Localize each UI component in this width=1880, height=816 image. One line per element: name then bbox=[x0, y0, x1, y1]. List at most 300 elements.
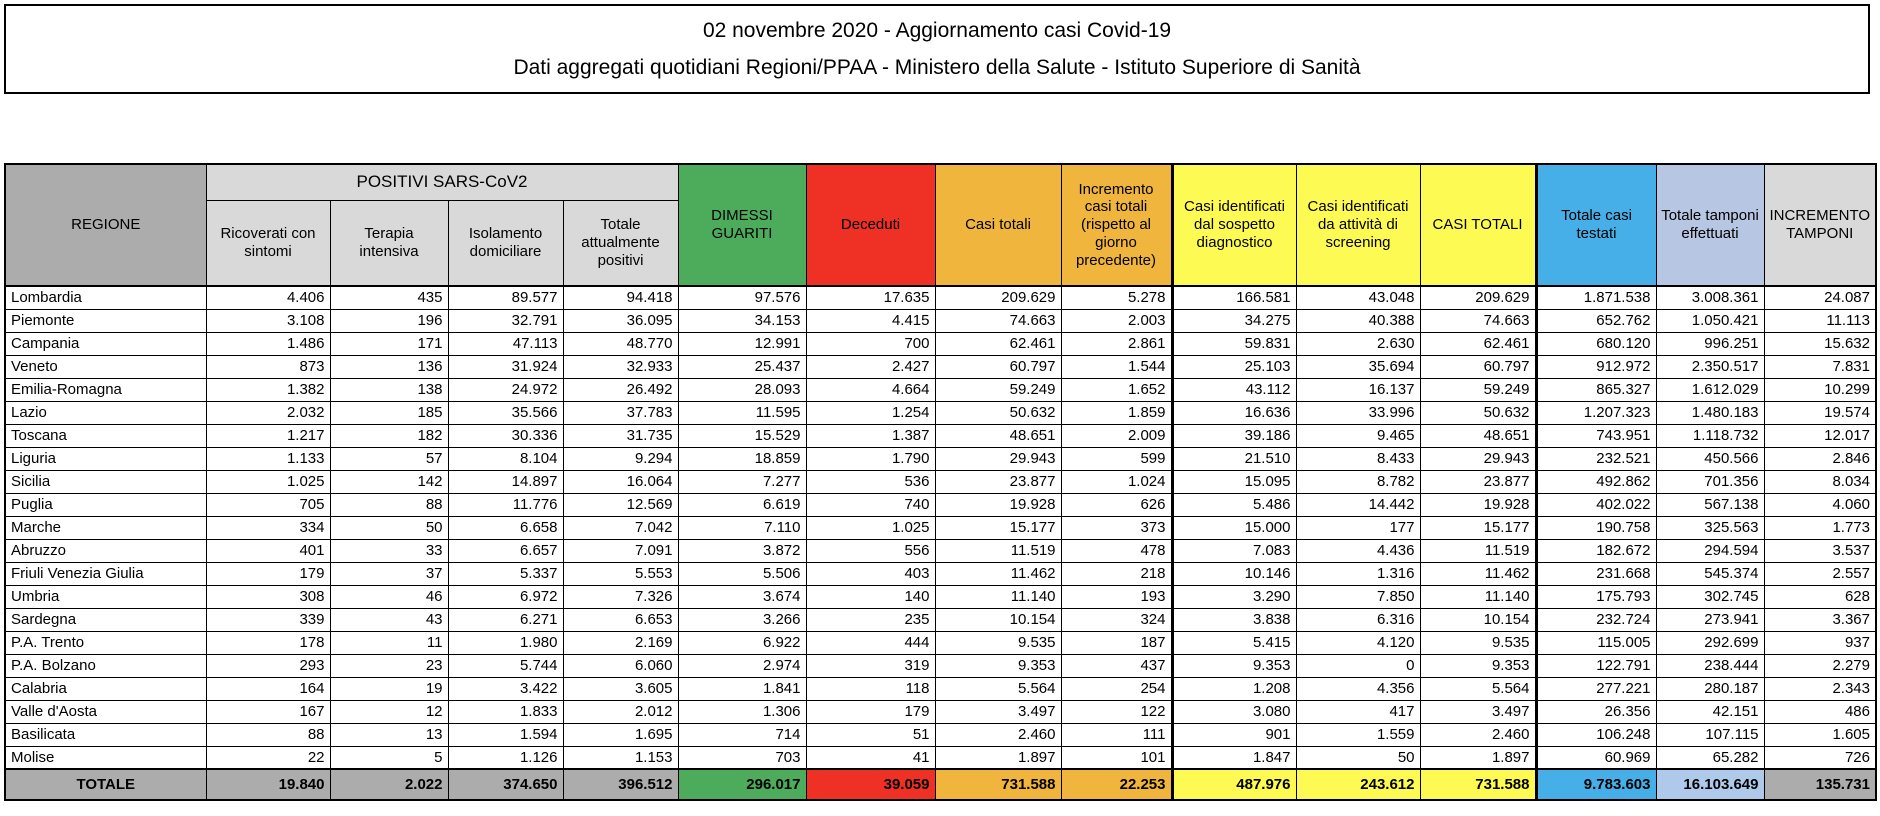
column-header-ricoverati-con-sintomi: Ricoverati con sintomi bbox=[206, 200, 330, 286]
value-cell: 294.594 bbox=[1656, 539, 1764, 562]
value-cell: 701.356 bbox=[1656, 470, 1764, 493]
table-row-p-a-bolzano bbox=[5, 654, 1876, 677]
value-cell: 30.336 bbox=[448, 424, 563, 447]
value-cell: 60.797 bbox=[1420, 355, 1536, 378]
value-cell: 29.943 bbox=[1420, 447, 1536, 470]
value-cell: 182.672 bbox=[1536, 539, 1656, 562]
value-cell: 11.462 bbox=[935, 562, 1061, 585]
region-cell: Valle d'Aosta bbox=[5, 700, 206, 723]
value-cell: 50 bbox=[1296, 746, 1420, 769]
value-cell: 2.012 bbox=[563, 700, 678, 723]
value-cell: 4.406 bbox=[206, 286, 330, 309]
total-value-cell: 731.588 bbox=[935, 769, 1061, 800]
value-cell: 2.557 bbox=[1764, 562, 1876, 585]
value-cell: 185 bbox=[330, 401, 448, 424]
region-cell: Campania bbox=[5, 332, 206, 355]
value-cell: 31.735 bbox=[563, 424, 678, 447]
value-cell: 3.497 bbox=[1420, 700, 1536, 723]
table-row-valle-d-aosta bbox=[5, 700, 1876, 723]
value-cell: 1.652 bbox=[1061, 378, 1172, 401]
value-cell: 1.790 bbox=[806, 447, 935, 470]
value-cell: 122 bbox=[1061, 700, 1172, 723]
value-cell: 292.699 bbox=[1656, 631, 1764, 654]
value-cell: 59.249 bbox=[935, 378, 1061, 401]
value-cell: 599 bbox=[1061, 447, 1172, 470]
region-cell: Liguria bbox=[5, 447, 206, 470]
value-cell: 36.095 bbox=[563, 309, 678, 332]
value-cell: 179 bbox=[206, 562, 330, 585]
value-cell: 9.353 bbox=[1420, 654, 1536, 677]
value-cell: 628 bbox=[1764, 585, 1876, 608]
value-cell: 10.154 bbox=[935, 608, 1061, 631]
value-cell: 567.138 bbox=[1656, 493, 1764, 516]
value-cell: 209.629 bbox=[1420, 286, 1536, 309]
column-header-casi-totali: Casi totali bbox=[935, 164, 1061, 286]
value-cell: 14.442 bbox=[1296, 493, 1420, 516]
table-row-calabria bbox=[5, 677, 1876, 700]
column-header-incremento-casi-totali-rispetto-al-giorno-precedente: Incremento casi totali (rispetto al giorno precedente) bbox=[1061, 164, 1172, 286]
total-value-cell: 39.059 bbox=[806, 769, 935, 800]
value-cell: 6.658 bbox=[448, 516, 563, 539]
value-cell: 175.793 bbox=[1536, 585, 1656, 608]
value-cell: 15.177 bbox=[1420, 516, 1536, 539]
value-cell: 700 bbox=[806, 332, 935, 355]
value-cell: 6.657 bbox=[448, 539, 563, 562]
value-cell: 35.694 bbox=[1296, 355, 1420, 378]
value-cell: 2.169 bbox=[563, 631, 678, 654]
value-cell: 865.327 bbox=[1536, 378, 1656, 401]
value-cell: 118 bbox=[806, 677, 935, 700]
value-cell: 5.337 bbox=[448, 562, 563, 585]
value-cell: 42.151 bbox=[1656, 700, 1764, 723]
total-value-cell: 374.650 bbox=[448, 769, 563, 800]
column-header-dimessi-guariti: DIMESSI GUARITI bbox=[678, 164, 806, 286]
value-cell: 280.187 bbox=[1656, 677, 1764, 700]
value-cell: 11.140 bbox=[1420, 585, 1536, 608]
value-cell: 8.782 bbox=[1296, 470, 1420, 493]
region-cell: Veneto bbox=[5, 355, 206, 378]
value-cell: 107.115 bbox=[1656, 723, 1764, 746]
value-cell: 10.146 bbox=[1172, 562, 1296, 585]
table-row-veneto bbox=[5, 355, 1876, 378]
value-cell: 48.651 bbox=[935, 424, 1061, 447]
value-cell: 1.153 bbox=[563, 746, 678, 769]
region-cell: Calabria bbox=[5, 677, 206, 700]
total-value-cell: 731.588 bbox=[1420, 769, 1536, 800]
value-cell: 2.427 bbox=[806, 355, 935, 378]
value-cell: 48.651 bbox=[1420, 424, 1536, 447]
value-cell: 11.462 bbox=[1420, 562, 1536, 585]
value-cell: 1.897 bbox=[1420, 746, 1536, 769]
value-cell: 5.553 bbox=[563, 562, 678, 585]
value-cell: 10.154 bbox=[1420, 608, 1536, 631]
value-cell: 232.521 bbox=[1536, 447, 1656, 470]
value-cell: 62.461 bbox=[1420, 332, 1536, 355]
value-cell: 4.664 bbox=[806, 378, 935, 401]
value-cell: 3.674 bbox=[678, 585, 806, 608]
value-cell: 35.566 bbox=[448, 401, 563, 424]
value-cell: 89.577 bbox=[448, 286, 563, 309]
value-cell: 32.791 bbox=[448, 309, 563, 332]
value-cell: 11.140 bbox=[935, 585, 1061, 608]
value-cell: 6.653 bbox=[563, 608, 678, 631]
value-cell: 4.060 bbox=[1764, 493, 1876, 516]
value-cell: 9.535 bbox=[1420, 631, 1536, 654]
table-row-puglia bbox=[5, 493, 1876, 516]
column-header-casi-identificati-da-attivit-di-screening: Casi identificati da attività di screening bbox=[1296, 164, 1420, 286]
value-cell: 17.635 bbox=[806, 286, 935, 309]
value-cell: 41 bbox=[806, 746, 935, 769]
region-cell: Lazio bbox=[5, 401, 206, 424]
value-cell: 1.897 bbox=[935, 746, 1061, 769]
value-cell: 15.529 bbox=[678, 424, 806, 447]
value-cell: 39.186 bbox=[1172, 424, 1296, 447]
value-cell: 25.103 bbox=[1172, 355, 1296, 378]
value-cell: 32.933 bbox=[563, 355, 678, 378]
value-cell: 1.871.538 bbox=[1536, 286, 1656, 309]
table-row-friuli-venezia-giulia bbox=[5, 562, 1876, 585]
value-cell: 12.017 bbox=[1764, 424, 1876, 447]
value-cell: 1.486 bbox=[206, 332, 330, 355]
value-cell: 26.492 bbox=[563, 378, 678, 401]
value-cell: 5.564 bbox=[935, 677, 1061, 700]
value-cell: 402.022 bbox=[1536, 493, 1656, 516]
value-cell: 59.249 bbox=[1420, 378, 1536, 401]
region-cell: Lombardia bbox=[5, 286, 206, 309]
value-cell: 1.833 bbox=[448, 700, 563, 723]
value-cell: 11.519 bbox=[935, 539, 1061, 562]
total-value-cell: 9.783.603 bbox=[1536, 769, 1656, 800]
value-cell: 319 bbox=[806, 654, 935, 677]
value-cell: 254 bbox=[1061, 677, 1172, 700]
total-value-cell: 487.976 bbox=[1172, 769, 1296, 800]
value-cell: 3.872 bbox=[678, 539, 806, 562]
column-header-totale-casi-testati: Totale casi testati bbox=[1536, 164, 1656, 286]
value-cell: 11.595 bbox=[678, 401, 806, 424]
value-cell: 43.112 bbox=[1172, 378, 1296, 401]
value-cell: 4.436 bbox=[1296, 539, 1420, 562]
region-cell: P.A. Bolzano bbox=[5, 654, 206, 677]
total-value-cell: 16.103.649 bbox=[1656, 769, 1764, 800]
value-cell: 23 bbox=[330, 654, 448, 677]
value-cell: 1.612.029 bbox=[1656, 378, 1764, 401]
value-cell: 23.877 bbox=[1420, 470, 1536, 493]
value-cell: 4.415 bbox=[806, 309, 935, 332]
table-row-basilicata bbox=[5, 723, 1876, 746]
value-cell: 5 bbox=[330, 746, 448, 769]
value-cell: 1.480.183 bbox=[1656, 401, 1764, 424]
value-cell: 4.356 bbox=[1296, 677, 1420, 700]
value-cell: 6.922 bbox=[678, 631, 806, 654]
value-cell: 6.972 bbox=[448, 585, 563, 608]
table-row-piemonte bbox=[5, 309, 1876, 332]
value-cell: 1.306 bbox=[678, 700, 806, 723]
value-cell: 435 bbox=[330, 286, 448, 309]
region-cell: Toscana bbox=[5, 424, 206, 447]
total-value-cell: 19.840 bbox=[206, 769, 330, 800]
value-cell: 62.461 bbox=[935, 332, 1061, 355]
value-cell: 12 bbox=[330, 700, 448, 723]
value-cell: 13 bbox=[330, 723, 448, 746]
column-header-incremento-tamponi: INCREMENTO TAMPONI bbox=[1764, 164, 1876, 286]
column-header-totale-tamponi-effettuati: Totale tamponi effettuati bbox=[1656, 164, 1764, 286]
value-cell: 2.343 bbox=[1764, 677, 1876, 700]
value-cell: 7.042 bbox=[563, 516, 678, 539]
table-body bbox=[5, 286, 1876, 800]
table-row-molise bbox=[5, 746, 1876, 769]
value-cell: 12.569 bbox=[563, 493, 678, 516]
value-cell: 3.290 bbox=[1172, 585, 1296, 608]
value-cell: 1.605 bbox=[1764, 723, 1876, 746]
value-cell: 5.278 bbox=[1061, 286, 1172, 309]
region-cell: Sardegna bbox=[5, 608, 206, 631]
value-cell: 50.632 bbox=[935, 401, 1061, 424]
value-cell: 5.486 bbox=[1172, 493, 1296, 516]
value-cell: 652.762 bbox=[1536, 309, 1656, 332]
value-cell: 373 bbox=[1061, 516, 1172, 539]
value-cell: 1.025 bbox=[806, 516, 935, 539]
value-cell: 193 bbox=[1061, 585, 1172, 608]
value-cell: 37.783 bbox=[563, 401, 678, 424]
value-cell: 238.444 bbox=[1656, 654, 1764, 677]
value-cell: 11.113 bbox=[1764, 309, 1876, 332]
value-cell: 9.353 bbox=[935, 654, 1061, 677]
value-cell: 9.294 bbox=[563, 447, 678, 470]
region-cell: Basilicata bbox=[5, 723, 206, 746]
value-cell: 65.282 bbox=[1656, 746, 1764, 769]
value-cell: 5.506 bbox=[678, 562, 806, 585]
value-cell: 11.776 bbox=[448, 493, 563, 516]
value-cell: 334 bbox=[206, 516, 330, 539]
report-subtitle: Dati aggregati quotidiani Regioni/PPAA - Ministero della Salute - Istituto Superiore di Sanità bbox=[513, 55, 1361, 79]
value-cell: 34.153 bbox=[678, 309, 806, 332]
region-cell: Umbria bbox=[5, 585, 206, 608]
region-cell: Abruzzo bbox=[5, 539, 206, 562]
value-cell: 2.032 bbox=[206, 401, 330, 424]
value-cell: 187 bbox=[1061, 631, 1172, 654]
value-cell: 19.928 bbox=[1420, 493, 1536, 516]
table-row-sicilia bbox=[5, 470, 1876, 493]
column-header-terapia-intensiva: Terapia intensiva bbox=[330, 200, 448, 286]
value-cell: 15.095 bbox=[1172, 470, 1296, 493]
value-cell: 21.510 bbox=[1172, 447, 1296, 470]
value-cell: 171 bbox=[330, 332, 448, 355]
value-cell: 19.928 bbox=[935, 493, 1061, 516]
table-row-p-a-trento bbox=[5, 631, 1876, 654]
value-cell: 209.629 bbox=[935, 286, 1061, 309]
value-cell: 3.008.361 bbox=[1656, 286, 1764, 309]
value-cell: 34.275 bbox=[1172, 309, 1296, 332]
title-box bbox=[4, 4, 1870, 94]
value-cell: 444 bbox=[806, 631, 935, 654]
table-row-umbria bbox=[5, 585, 1876, 608]
value-cell: 166.581 bbox=[1172, 286, 1296, 309]
value-cell: 15.000 bbox=[1172, 516, 1296, 539]
value-cell: 47.113 bbox=[448, 332, 563, 355]
value-cell: 235 bbox=[806, 608, 935, 631]
value-cell: 3.367 bbox=[1764, 608, 1876, 631]
value-cell: 7.083 bbox=[1172, 539, 1296, 562]
value-cell: 1.254 bbox=[806, 401, 935, 424]
value-cell: 231.668 bbox=[1536, 562, 1656, 585]
value-cell: 31.924 bbox=[448, 355, 563, 378]
value-cell: 25.437 bbox=[678, 355, 806, 378]
table-row-toscana bbox=[5, 424, 1876, 447]
region-cell: Sicilia bbox=[5, 470, 206, 493]
value-cell: 40.388 bbox=[1296, 309, 1420, 332]
value-cell: 293 bbox=[206, 654, 330, 677]
value-cell: 106.248 bbox=[1536, 723, 1656, 746]
table-row-emilia-romagna bbox=[5, 378, 1876, 401]
region-cell: Marche bbox=[5, 516, 206, 539]
value-cell: 190.758 bbox=[1536, 516, 1656, 539]
value-cell: 536 bbox=[806, 470, 935, 493]
value-cell: 1.133 bbox=[206, 447, 330, 470]
value-cell: 16.636 bbox=[1172, 401, 1296, 424]
value-cell: 2.846 bbox=[1764, 447, 1876, 470]
value-cell: 740 bbox=[806, 493, 935, 516]
value-cell: 1.382 bbox=[206, 378, 330, 401]
value-cell: 478 bbox=[1061, 539, 1172, 562]
value-cell: 111 bbox=[1061, 723, 1172, 746]
value-cell: 50 bbox=[330, 516, 448, 539]
group-header-positivi-sars-cov2: POSITIVI SARS-CoV2 bbox=[206, 164, 678, 200]
value-cell: 136 bbox=[330, 355, 448, 378]
value-cell: 3.266 bbox=[678, 608, 806, 631]
table-row-liguria bbox=[5, 447, 1876, 470]
column-header-deceduti: Deceduti bbox=[806, 164, 935, 286]
value-cell: 16.064 bbox=[563, 470, 678, 493]
value-cell: 1.316 bbox=[1296, 562, 1420, 585]
value-cell: 2.974 bbox=[678, 654, 806, 677]
value-cell: 232.724 bbox=[1536, 608, 1656, 631]
value-cell: 1.544 bbox=[1061, 355, 1172, 378]
value-cell: 277.221 bbox=[1536, 677, 1656, 700]
value-cell: 59.831 bbox=[1172, 332, 1296, 355]
value-cell: 43 bbox=[330, 608, 448, 631]
covid-data-table bbox=[4, 163, 1877, 801]
value-cell: 1.847 bbox=[1172, 746, 1296, 769]
total-value-cell: 2.022 bbox=[330, 769, 448, 800]
value-cell: 3.497 bbox=[935, 700, 1061, 723]
value-cell: 9.465 bbox=[1296, 424, 1420, 447]
region-cell: Emilia-Romagna bbox=[5, 378, 206, 401]
value-cell: 140 bbox=[806, 585, 935, 608]
value-cell: 1.208 bbox=[1172, 677, 1296, 700]
value-cell: 14.897 bbox=[448, 470, 563, 493]
value-cell: 417 bbox=[1296, 700, 1420, 723]
value-cell: 2.279 bbox=[1764, 654, 1876, 677]
total-value-cell: 135.731 bbox=[1764, 769, 1876, 800]
value-cell: 74.663 bbox=[1420, 309, 1536, 332]
value-cell: 7.277 bbox=[678, 470, 806, 493]
value-cell: 22 bbox=[206, 746, 330, 769]
value-cell: 1.025 bbox=[206, 470, 330, 493]
region-cell: Piemonte bbox=[5, 309, 206, 332]
value-cell: 1.841 bbox=[678, 677, 806, 700]
value-cell: 1.387 bbox=[806, 424, 935, 447]
total-label-cell: TOTALE bbox=[5, 769, 206, 800]
value-cell: 1.859 bbox=[1061, 401, 1172, 424]
value-cell: 3.605 bbox=[563, 677, 678, 700]
column-header-totale-attualmente-positivi: Totale attualmente positivi bbox=[563, 200, 678, 286]
value-cell: 7.091 bbox=[563, 539, 678, 562]
value-cell: 556 bbox=[806, 539, 935, 562]
value-cell: 142 bbox=[330, 470, 448, 493]
value-cell: 37 bbox=[330, 562, 448, 585]
column-header-regione: REGIONE bbox=[5, 164, 206, 286]
value-cell: 50.632 bbox=[1420, 401, 1536, 424]
value-cell: 996.251 bbox=[1656, 332, 1764, 355]
value-cell: 7.831 bbox=[1764, 355, 1876, 378]
value-cell: 1.118.732 bbox=[1656, 424, 1764, 447]
report-title: 02 novembre 2020 - Aggiornamento casi Covid-19 bbox=[702, 19, 1172, 43]
value-cell: 43.048 bbox=[1296, 286, 1420, 309]
value-cell: 325.563 bbox=[1656, 516, 1764, 539]
value-cell: 9.535 bbox=[935, 631, 1061, 654]
value-cell: 60.969 bbox=[1536, 746, 1656, 769]
value-cell: 7.326 bbox=[563, 585, 678, 608]
value-cell: 3.080 bbox=[1172, 700, 1296, 723]
value-cell: 26.356 bbox=[1536, 700, 1656, 723]
value-cell: 11.519 bbox=[1420, 539, 1536, 562]
value-cell: 11 bbox=[330, 631, 448, 654]
region-cell: Friuli Venezia Giulia bbox=[5, 562, 206, 585]
value-cell: 46 bbox=[330, 585, 448, 608]
value-cell: 1.207.323 bbox=[1536, 401, 1656, 424]
value-cell: 115.005 bbox=[1536, 631, 1656, 654]
value-cell: 705 bbox=[206, 493, 330, 516]
column-header-casi-identificati-dal-sospetto-diagnostico: Casi identificati dal sospetto diagnostico bbox=[1172, 164, 1296, 286]
column-header-isolamento-domiciliare: Isolamento domiciliare bbox=[448, 200, 563, 286]
value-cell: 0 bbox=[1296, 654, 1420, 677]
value-cell: 8.034 bbox=[1764, 470, 1876, 493]
value-cell: 3.422 bbox=[448, 677, 563, 700]
value-cell: 179 bbox=[806, 700, 935, 723]
value-cell: 273.941 bbox=[1656, 608, 1764, 631]
value-cell: 5.415 bbox=[1172, 631, 1296, 654]
value-cell: 6.271 bbox=[448, 608, 563, 631]
value-cell: 16.137 bbox=[1296, 378, 1420, 401]
table-header bbox=[5, 164, 1876, 286]
total-value-cell: 296.017 bbox=[678, 769, 806, 800]
value-cell: 545.374 bbox=[1656, 562, 1764, 585]
value-cell: 23.877 bbox=[935, 470, 1061, 493]
value-cell: 177 bbox=[1296, 516, 1420, 539]
value-cell: 51 bbox=[806, 723, 935, 746]
value-cell: 302.745 bbox=[1656, 585, 1764, 608]
value-cell: 703 bbox=[678, 746, 806, 769]
column-header-casi-totali: CASI TOTALI bbox=[1420, 164, 1536, 286]
value-cell: 5.564 bbox=[1420, 677, 1536, 700]
value-cell: 167 bbox=[206, 700, 330, 723]
value-cell: 33 bbox=[330, 539, 448, 562]
value-cell: 24.087 bbox=[1764, 286, 1876, 309]
value-cell: 57 bbox=[330, 447, 448, 470]
value-cell: 1.024 bbox=[1061, 470, 1172, 493]
value-cell: 937 bbox=[1764, 631, 1876, 654]
value-cell: 94.418 bbox=[563, 286, 678, 309]
value-cell: 19.574 bbox=[1764, 401, 1876, 424]
value-cell: 4.120 bbox=[1296, 631, 1420, 654]
table-row-lazio bbox=[5, 401, 1876, 424]
table-row-abruzzo bbox=[5, 539, 1876, 562]
value-cell: 726 bbox=[1764, 746, 1876, 769]
value-cell: 1.559 bbox=[1296, 723, 1420, 746]
value-cell: 138 bbox=[330, 378, 448, 401]
value-cell: 873 bbox=[206, 355, 330, 378]
value-cell: 60.797 bbox=[935, 355, 1061, 378]
